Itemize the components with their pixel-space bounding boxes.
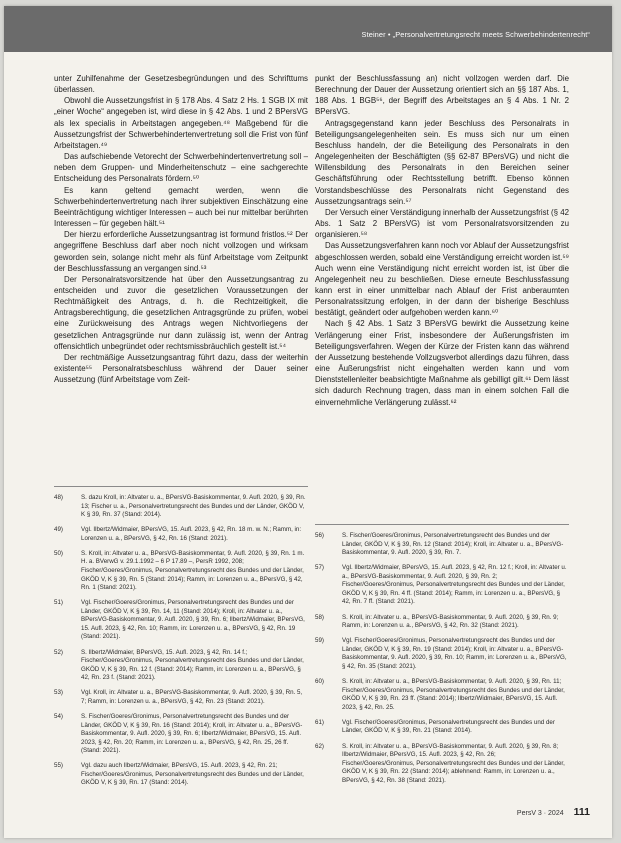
footnote-text: S. Fischer/Goeres/Gronimus, Personalvertretungsrecht des Bundes und der Länder, GKÖD V, K § 39, Rn. 12 (Stand: 2014); Kroll, in: Altvater u. a., BPersVG-Basiskommentar, 9. Aufl. 2020, § 39, Rn. 7. (342, 532, 564, 557)
footnote (54, 494, 308, 520)
footnote-number: 52) (54, 648, 63, 656)
footnote-number: 57) (315, 564, 324, 572)
footnote-text: S. dazu Kroll, in: Altvater u. a., BPersVG-Basiskommentar, 9. Aufl. 2020, § 39, Rn. 13; Fischer u. a., Personalvertretungsrecht des Bundes und der Länder, GKÖD V, K § 39, Rn. 37 (Stand: 2014). (81, 494, 306, 519)
page-footer (517, 802, 590, 820)
footnote (54, 526, 308, 543)
footnote-number: 49) (54, 526, 63, 534)
paragraph: Das aufschiebende Vetorecht der Schwerbehindertenvertretung soll – neben dem Gruppen- und Minderheitenschutz – eine sachgerechte Entscheidung des Personalrats fördern.⁵⁰ (54, 152, 308, 184)
footnote-number: 54) (54, 713, 63, 721)
footnote-number: 55) (54, 762, 63, 770)
journal-page (4, 6, 612, 838)
footnote-text: S. Fischer/Goeres/Gronimus, Personalvertretungsrecht des Bundes und der Länder, GKÖD V, K § 39, Rn. 16 (Stand: 2014); Kroll, in: Altvater u. a., BPersVG-Basiskommentar, 9. Aufl. 2020, § 39, Rn. 6; Ilbertz/Widmaier, BPersVG, 15. Aufl. 2023, § 42, Rn. 20; Ramm, in: Lorenzen u. a., BPersVG, § 42, Rn. 25, 26 ff. (Stand: 2021). (81, 713, 303, 755)
footnote (54, 550, 308, 593)
footnote-number: 51) (54, 599, 63, 607)
footnote-number: 59) (315, 637, 324, 645)
footnotes-left (54, 494, 308, 795)
body-column-right (315, 73, 569, 408)
paragraph: Nach § 42 Abs. 1 Satz 3 BPersVG bewirkt die Aussetzung keine Verlängerung einer Frist, insbesondere der Äußerungsfristen im Beteiligungsverfahren. Wegen der Kürze der Fristen kann das während der Aussetzung bestehende Vollzugsverbot allerdings dazu führen, dass eine Äußerungsfrist nicht eingehalten werden kann und vom Dienststellenleiter beabsichtigte Maßnahme als gebilligt gilt.⁶¹ Dem lässt sich dadurch Rechnung tragen, dass man in einem solchen Fall die einvernehmliche Verlängerung zulässt.⁶² (315, 319, 569, 407)
footnote-text: S. Kroll, in: Altvater u. a., BPersVG-Basiskommentar, 9. Aufl. 2020, § 39, Rn. 11; Fischer/Goeres/Gronimus, Personalvertretungsrecht des Bundes und der Länder, GKÖD V, K § 39, Rn. 23 ff. (Stand: 2014); Ilbertz/Widmaier, BPersVG, 15. Aufl. 2023, § 42, Rn. 25. (342, 678, 565, 711)
footnote-text: Vgl. Ilbertz/Widmaier, BPersVG, 15. Aufl. 2023, § 42, Rn. 12 f.; Kroll, in: Altvater u. a., BPersVG-Basiskommentar, 9. Aufl. 2020, § 39, Rn. 2; Fischer/Goeres/Gronimus, Personalvertretungsrecht des Bundes und der Länder, GKÖD V, K § 39, Rn. 4 ff. (Stand: 2014); Ramm, in: Lorenzen u. a., BPersVG, § 42, Rn. 7 ff. (Stand: 2021). (342, 564, 567, 606)
footnote-text: S. Kroll, in: Altvater u. a., BPersVG-Basiskommentar, 9. Aufl. 2020, § 39, Rn. 1 m. H. a. BVerwG v. 29.1.1992 – 6 P 17.89 –, PersR 1992, 208; Fischer/Goeres/Gronimus, Personalvertretungsrecht des Bundes und der Länder, GKÖD V, K § 39, Rn. 5 (Stand: 2014); Ramm, in: Lorenzen u. a., BPersVG, § 42, Rn. 1 (Stand: 2021). (81, 549, 305, 592)
footnote-number: 48) (54, 494, 63, 501)
footnote (315, 532, 569, 558)
footnote (315, 719, 569, 736)
footnote-text: Vgl. Fischer/Goeres/Gronimus, Personalvertretungsrecht des Bundes und der Länder, GKÖD V, K § 39, Rn. 21 (Stand: 2014). (342, 718, 555, 735)
running-title: Steiner • „Personalvertretungsrecht meets Schwerbehindertenrecht“ (361, 30, 590, 39)
footnote-number: 62) (315, 742, 324, 750)
footnote (54, 649, 308, 683)
issue-label: PersV 3 · 2024 (516, 810, 564, 817)
footnote-divider-right (315, 524, 569, 525)
page-number: 111 (573, 806, 590, 818)
paragraph: Der Versuch einer Verständigung innerhalb der Aussetzungsfrist (§ 42 Abs. 1 Satz 2 BPersVG) ist vom Personalratsvorsitzenden zu organisieren.⁵⁸ (315, 207, 569, 240)
footnote (315, 637, 569, 671)
paragraph: Der Personalratsvorsitzende hat über den Aussetzungsantrag zu entscheiden und zuvor die gesetzlichen Voraussetzungen der Rechtmäßigkeit des Antrags, d. h. die Rechtzeitigkeit, die Antragsberechtigung, die gesetzlichen Antragsgründe zu prüfen, wobei eine Zurückweisung des Antrags wegen Nichtvorliegens der gesetzlichen Antragsgründe nur dann zulässig ist, wenn der Antrag offensichtlich unbegründet oder rechtsmissbräuchlich gestellt ist.⁵⁴ (54, 274, 308, 351)
footnote-text: Vgl. Fischer/Goeres/Gronimus, Personalvertretungsrecht des Bundes und der Länder, GKÖD V, K § 39, Rn. 14, 11 (Stand: 2014); Kroll, in: Altvater u. a., BPersVG-Basiskommentar, 9. Aufl. 2020, § 39, Rn. 6; Ilbertz/Widmaier, BPersVG, 15. Aufl. 2023, § 42, Rn. 10; Ramm, in: Lorenzen u. a., BPersVG, § 42, Rn. 19 (Stand: 2021). (81, 599, 305, 641)
footnote-text: S. Kroll, in: Altvater u. a., BPersVG-Basiskommentar, 9. Aufl. 2020, § 39, Rn. 8; Ilbertz/Widmaier, BPersVG, 15. Aufl. 2023, § 42, Rn. 26; Fischer/Goeres/Gronimus, Personalvertretungsrecht des Bundes und der Länder, GKÖD V, K § 39, Rn. 22 (Stand: 2014); ablehnend: Ramm, in: Lorenzen u. a., BPersVG, § 42, Rn. 38 (Stand: 2021). (342, 742, 565, 784)
paragraph: Antragsgegenstand kann jeder Beschluss des Personalrats in Beteiligungsangelegenheiten sein. Es muss sich nur um einen Beschluss handeln, der die Beteiligung des Personalrats in den Angelegenheiten der Beschäftigten (§§ 62-87 BPersVG) und nicht die Willensbildung des Personalrats in den Bereichen seiner Geschäftsführung oder Rechtsstellung betrifft. Ebenso können Vorstandsbeschlüsse des Personalrats nicht Gegenstand des Aussetzungsantrags sein.⁵⁷ (315, 118, 569, 206)
footnote-number: 50) (54, 549, 63, 557)
paragraph: punkt der Beschlussfassung an) nicht vollzogen werden darf. Die Berechnung der Dauer der Aussetzung orientiert sich an §§ 187 Abs. 1, 188 Abs. 1 BGB⁵⁶, der Begriff des Arbeitstages an § 4 Abs. 1 Nr. 2 BPersVG. (315, 74, 569, 117)
body-column-left (54, 73, 308, 385)
footnote-number: 60) (315, 678, 324, 686)
footnote-text: Vgl. Ilbertz/Widmaier, BPersVG, 15. Aufl. 2023, § 42, Rn. 18 m. w. N.; Ramm, in: Lorenzen u. a., BPersVG, § 42, Rn. 16 (Stand: 2021). (81, 526, 302, 542)
footnote-number: 58) (315, 613, 324, 621)
footnote (54, 762, 308, 788)
footnote (54, 599, 308, 642)
footnote-text: Vgl. dazu auch Ilbertz/Widmaier, BPersVG, 15. Aufl. 2023, § 42, Rn. 21; Fischer/Goeres/Gronimus, Personalvertretungsrecht des Bundes und der Länder, GKÖD V, K § 39, Rn. 17 (Stand: 2014). (81, 762, 304, 787)
footnote (315, 614, 569, 631)
footnote-number: 61) (315, 718, 324, 726)
footnote-text: Vgl. Fischer/Goeres/Gronimus, Personalvertretungsrecht des Bundes und der Länder, GKÖD V, K § 39, Rn. 19 (Stand: 2014); Kroll, in: Altvater u. a., BPersVG-Basiskommentar, 9. Aufl. 2020, § 39, Rn. 10; Ramm, in: Lorenzen u. a., BPersVG, § 42, Rn. 35 (Stand: 2021). (342, 637, 567, 670)
paragraph: Der hierzu erforderliche Aussetzungsantrag ist formund fristlos.⁵² Der angegriffene Beschluss darf aber noch nicht vollzogen und wirksam geworden sein, solange nicht mehr als fünf Arbeitstage vom Zeitpunkt der Beschlussfassung an vergangen sind.⁵³ (54, 230, 308, 273)
paragraph: unter Zuhilfenahme der Gesetzesbegründungen und des Schrifttums überlassen. (54, 74, 308, 95)
footnote-text: Vgl. Kroll, in: Altvater u. a., BPersVG-Basiskommentar, 9. Aufl. 2020, § 39, Rn. 5, 7; Ramm, in: Lorenzen u. a., BPersVG, § 42, Rn. 23 (Stand: 2021). (81, 689, 303, 705)
footnote-number: 53) (54, 689, 63, 697)
paragraph: Der rechtmäßige Aussetzungsantrag führt dazu, dass der weiterhin existente⁵⁵ Personalratsbeschluss während der Dauer seiner Aussetzung (fünf Arbeitstage vom Zeit- (54, 352, 308, 385)
paragraph: Das Aussetzungsverfahren kann noch vor Ablauf der Aussetzungsfrist abgeschlossen werden, sobald eine Verständigung erreicht worden ist.⁵⁹ Auch wenn eine Verständigung nicht erreicht worden ist, ist über die Angelegenheit neu zu beschließen. Diese erneute Beschlussfassung kann erst in einer unmittelbar nach Ablauf der Frist anberaumten Personalratssitzung erfolgen, in der dann der bisherige Beschluss bestätigt, geändert oder aufgehoben werden kann.⁶⁰ (315, 241, 569, 318)
footnote (315, 678, 569, 712)
footnotes-right (315, 532, 569, 792)
footnote (54, 713, 308, 756)
footnote (315, 743, 569, 786)
running-header (4, 6, 612, 52)
footnote (315, 564, 569, 607)
footnote-divider-left (54, 486, 308, 487)
footnote-text: S. Ilbertz/Widmaier, BPersVG, 15. Aufl. 2023, § 42, Rn. 14 f.; Fischer/Goeres/Gronimus, Personalvertretungsrecht des Bundes und der Länder, GKÖD V, K § 39, Rn. 12 f. (Stand: 2014); Ramm, in: Lorenzen u. a., BPersVG, § 42, Rn. 23 f. (Stand: 2021). (81, 648, 304, 682)
paragraph: Obwohl die Aussetzungsfrist in § 178 Abs. 4 Satz 2 Hs. 1 SGB IX mit „einer Woche“ angegeben ist, wird diese in § 42 Abs. 1 und 2 BPersVG als lex specialis in Arbeitstagen angegeben.⁴⁸ Maßgebend für die Aussetzungsfrist der Schwerbehindertenvertretung soll die Frist von fünf Arbeitstagen.⁴⁹ (54, 96, 308, 150)
footnote-number: 56) (315, 532, 324, 539)
footnote-text: S. Kroll, in: Altvater u. a., BPersVG-Basiskommentar, 9. Aufl. 2020, § 39, Rn. 9; Ramm, in: Lorenzen u. a., BPersVG, § 42, Rn. 32 (Stand: 2021). (342, 613, 559, 630)
paragraph: Es kann geltend gemacht werden, wenn die Schwerbehindertenvertretung nach ihrer subjektiven Einschätzung eine Beeinträchtigung wichtiger Interessen – auch bei nur mittelbar berührten Interessen – für gegeben hält.⁵¹ (54, 185, 308, 229)
footnote (54, 689, 308, 706)
